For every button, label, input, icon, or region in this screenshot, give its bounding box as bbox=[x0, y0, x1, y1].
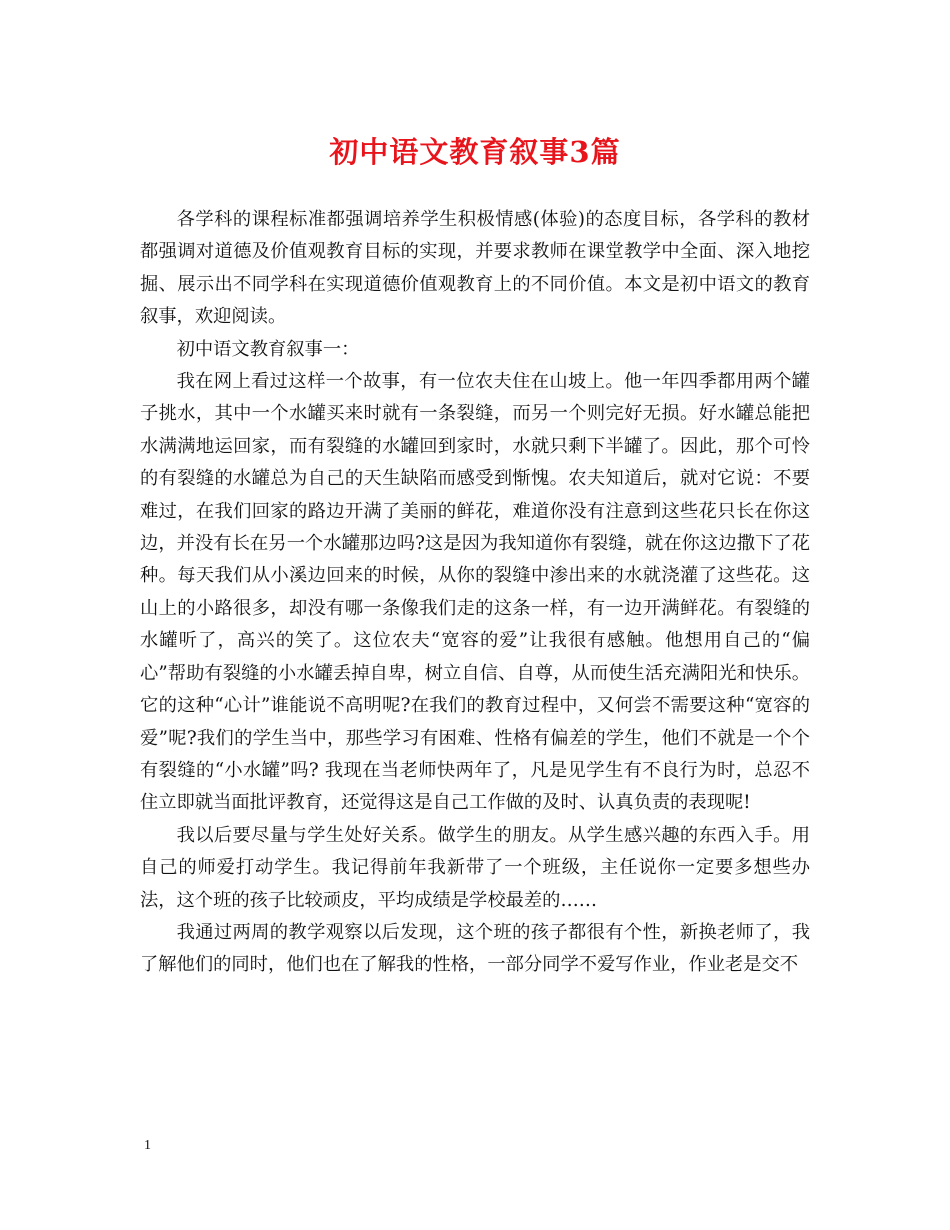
document-title: 初中语文教育叙事3篇 bbox=[329, 135, 621, 169]
page-number: 1 bbox=[144, 1138, 151, 1153]
document-body bbox=[140, 204, 810, 982]
paragraph-section-heading: 初中语文教育叙事一： bbox=[176, 338, 360, 360]
paragraph-intro: 各学科的课程标准都强调培养学生积极情感(体验)的态度目标，各学科的教材都强调对道德及价值观教育目标的实现，并要求教师在课堂教学中全面、深入地挖掘、展示出不同学科在实现道德价值观教育上的不同价值。本文是初中语文的教育叙事，欢迎阅读。 bbox=[140, 209, 810, 328]
paragraph-observation: 我通过两周的教学观察以后发现，这个班的孩子都很有个性，新换老师了，我了解他们的同时，他们也在了解我的性格，一部分同学不爱写作业，作业老是交不 bbox=[140, 921, 810, 976]
paragraph-relationship: 我以后要尽量与学生处好关系。做学生的朋友。从学生感兴趣的东西入手。用自己的师爱打动学生。我记得前年我新带了一个班级，主任说你一定要多想些办法，这个班的孩子比较顽皮，平均成绩是学校最差的…… bbox=[140, 824, 810, 911]
paragraph-story: 我在网上看过这样一个故事，有一位农夫住在山坡上。他一年四季都用两个罐子挑水，其中一个水罐买来时就有一条裂缝，而另一个则完好无损。好水罐总能把水满满地运回家，而有裂缝的水罐回到家时，水就只剩下半罐了。因此，那个可怜的有裂缝的水罐总为自己的天生缺陷而感受到惭愧。农夫知道后，就对它说：不要难过，在我们回家的路边开满了美丽的鲜花，难道你没有注意到这些花只长在你这边，并没有长在另一个水罐那边吗?这是因为我知道你有裂缝，就在你这边撒下了花种。每天我们从小溪边回来的时候，从你的裂缝中渗出来的水就浇灌了这些花。这山上的小路很多，却没有哪一条像我们走的这条一样，有一边开满鲜花。有裂缝的水罐听了，高兴的笑了。这位农夫“宽容的爱”让我很有感触。他想用自己的“偏心”帮助有裂缝的小水罐丢掉自卑，树立自信、自尊，从而使生活充满阳光和快乐。它的这种“心计”谁能说不高明呢?在我们的教育过程中，又何尝不需要这种“宽容的爱”呢?我们的学生当中，那些学习有困难、性格有偏差的学生，他们不就是一个个有裂缝的“小水罐”吗? 我现在当老师快两年了，凡是见学生有不良行为时，总忍不住立即就当面批评教育，还觉得这是自己工作做的及时、认真负责的表现呢! bbox=[140, 371, 810, 814]
